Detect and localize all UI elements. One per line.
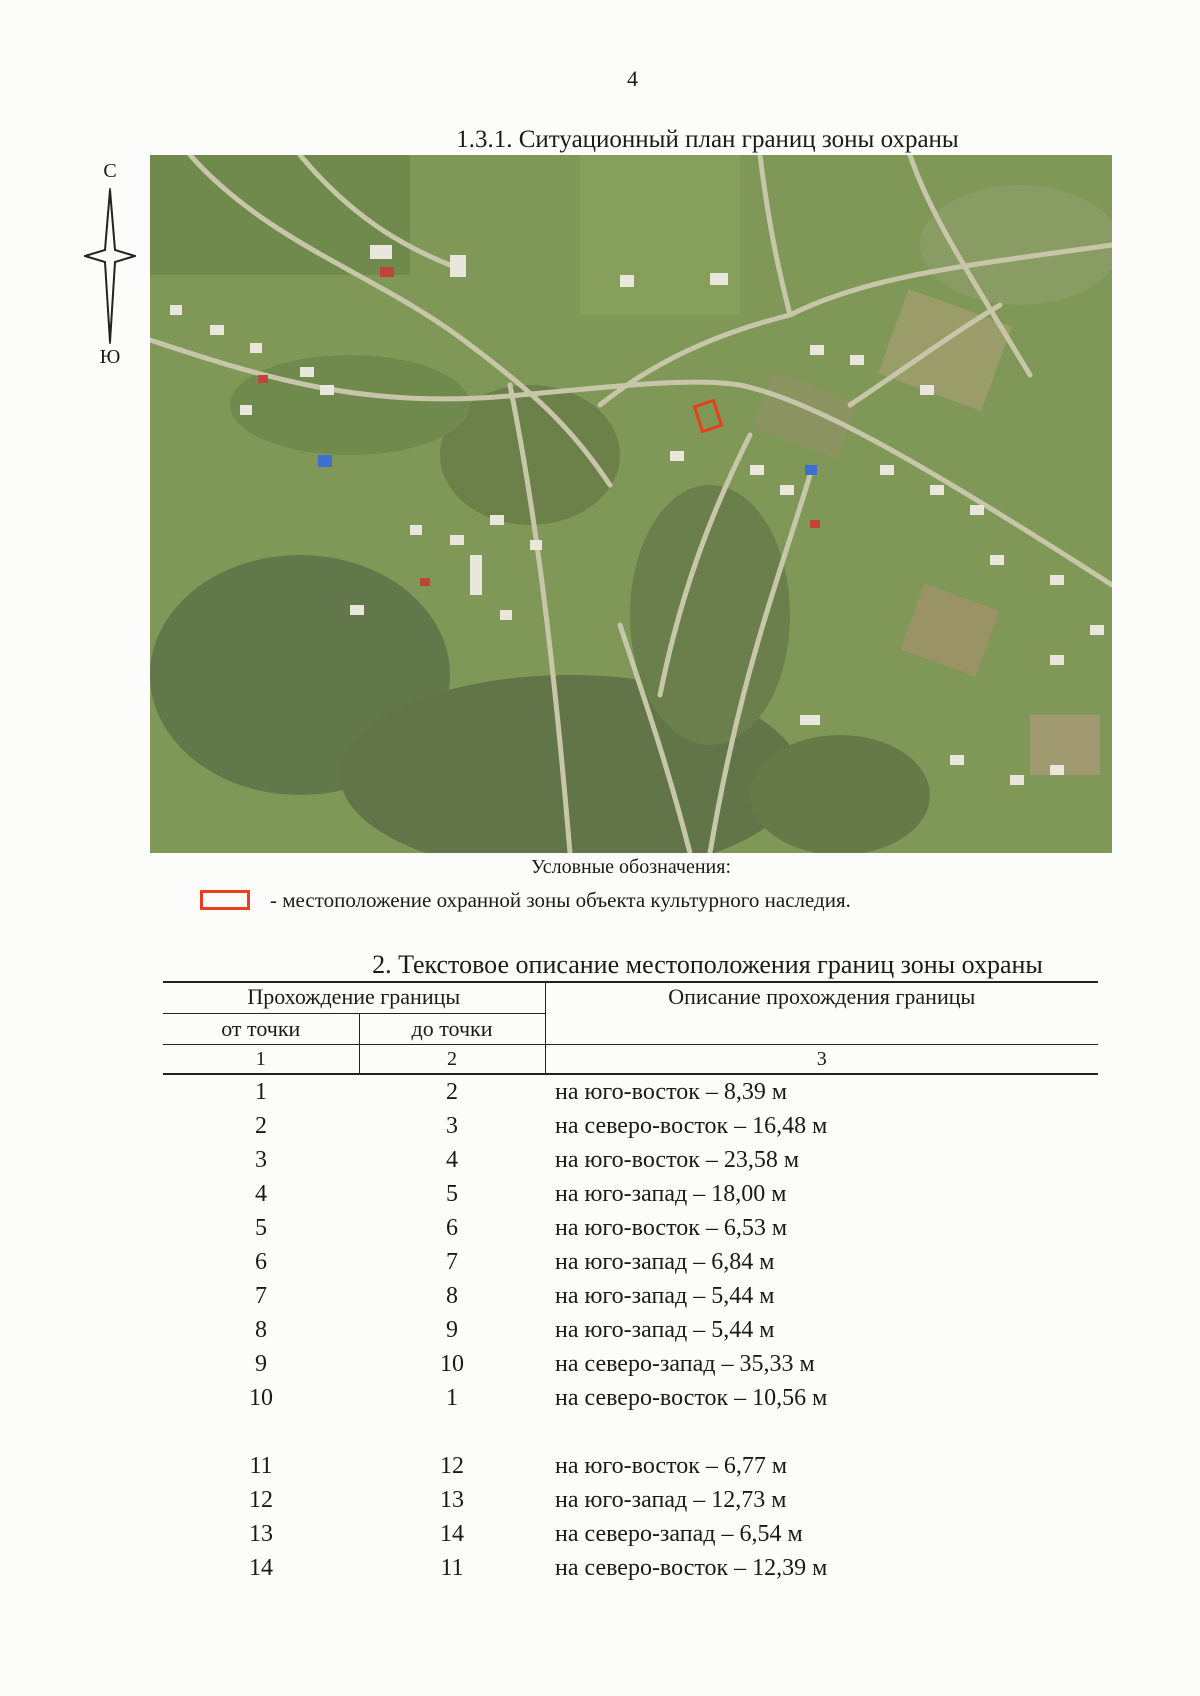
- legend-item-text: - местоположение охранной зоны объекта культурного наследия.: [270, 887, 851, 912]
- contour-separator: [163, 1415, 1098, 1449]
- table-row: [163, 1313, 1098, 1347]
- table-row: [163, 1143, 1098, 1177]
- from-point: 6: [255, 1249, 267, 1275]
- table-row: [163, 1551, 1098, 1585]
- page-number: 4: [627, 66, 638, 91]
- satellite-image: [150, 155, 1112, 853]
- to-point: 10: [440, 1351, 464, 1377]
- from-point: 14: [249, 1555, 273, 1581]
- from-point: 10: [249, 1385, 273, 1411]
- segment-description: на северо-восток – 12,39 м: [555, 1555, 828, 1581]
- segment-description: на северо-восток – 16,48 м: [555, 1113, 828, 1139]
- table-row: [163, 1211, 1098, 1245]
- segment-description: на юго-восток – 23,58 м: [555, 1147, 800, 1173]
- to-point: 9: [446, 1317, 458, 1343]
- from-point: 1: [255, 1079, 267, 1105]
- from-point: 8: [255, 1317, 267, 1343]
- from-point: 13: [249, 1521, 273, 1547]
- column-number: 2: [359, 1045, 545, 1075]
- to-point: 5: [446, 1181, 458, 1207]
- to-point: 2: [446, 1079, 458, 1105]
- to-point: 13: [440, 1487, 464, 1513]
- boundary-table: [163, 981, 1098, 1585]
- from-point: 2: [255, 1113, 267, 1139]
- legend-title: Условные обозначения:: [530, 856, 732, 878]
- to-point: 1: [446, 1385, 458, 1411]
- to-point: 12: [440, 1453, 464, 1479]
- table-row: [163, 1483, 1098, 1517]
- column-number: 3: [545, 1045, 1098, 1075]
- from-point: 7: [255, 1283, 267, 1309]
- table-row: [163, 1177, 1098, 1211]
- column-number: 1: [163, 1045, 359, 1075]
- legend-item: [200, 880, 851, 920]
- table-row: [163, 1109, 1098, 1143]
- table-row: [163, 1279, 1098, 1313]
- protection-zone-swatch-icon: [200, 890, 250, 910]
- table-row: [163, 1074, 1098, 1109]
- segment-description: на северо-запад – 6,54 м: [555, 1521, 803, 1547]
- segment-description: на юго-запад – 5,44 м: [555, 1317, 775, 1343]
- to-point: 3: [446, 1113, 458, 1139]
- table-row: [163, 1381, 1098, 1415]
- from-point: 4: [255, 1181, 267, 1207]
- segment-description: на юго-запад – 5,44 м: [555, 1283, 775, 1309]
- to-point: 6: [446, 1215, 458, 1241]
- from-point: 11: [249, 1453, 273, 1479]
- to-point: 8: [446, 1283, 458, 1309]
- segment-description: на северо-восток – 10,56 м: [555, 1385, 828, 1411]
- table-row: [163, 1517, 1098, 1551]
- to-point: 4: [446, 1147, 458, 1173]
- segment-description: на юго-восток – 8,39 м: [555, 1079, 788, 1105]
- from-point: 12: [249, 1487, 273, 1513]
- segment-description: на юго-восток – 6,77 м: [555, 1453, 788, 1479]
- table-row: [163, 1449, 1098, 1483]
- compass-rose: [84, 160, 136, 370]
- header-to-point: до точки: [359, 1014, 545, 1045]
- table-title: 2. Текстовое описание местоположения границ зоны охраны: [372, 950, 1043, 979]
- map-title: 1.3.1. Ситуационный план границ зоны охраны: [456, 126, 959, 153]
- compass-arrow-icon: [84, 188, 136, 344]
- situational-map: [150, 155, 1112, 853]
- segment-description: на юго-восток – 6,53 м: [555, 1215, 788, 1241]
- to-point: 14: [440, 1521, 464, 1547]
- from-point: 3: [255, 1147, 267, 1173]
- header-boundary-passage: Прохождение границы: [163, 982, 545, 1014]
- segment-description: на юго-запад – 18,00 м: [555, 1181, 787, 1207]
- table-row: [163, 1347, 1098, 1381]
- segment-description: на юго-запад – 6,84 м: [555, 1249, 775, 1275]
- compass-south-label: Ю: [99, 346, 121, 368]
- segment-description: на северо-запад – 35,33 м: [555, 1351, 815, 1377]
- from-point: 5: [255, 1215, 267, 1241]
- header-from-point: от точки: [163, 1014, 359, 1045]
- table-row: [163, 1245, 1098, 1279]
- compass-north-label: С: [103, 160, 117, 182]
- segment-description: на юго-запад – 12,73 м: [555, 1487, 787, 1513]
- to-point: 7: [446, 1249, 458, 1275]
- header-description: Описание прохождения границы: [545, 982, 1098, 1045]
- from-point: 9: [255, 1351, 267, 1377]
- to-point: 11: [440, 1555, 464, 1581]
